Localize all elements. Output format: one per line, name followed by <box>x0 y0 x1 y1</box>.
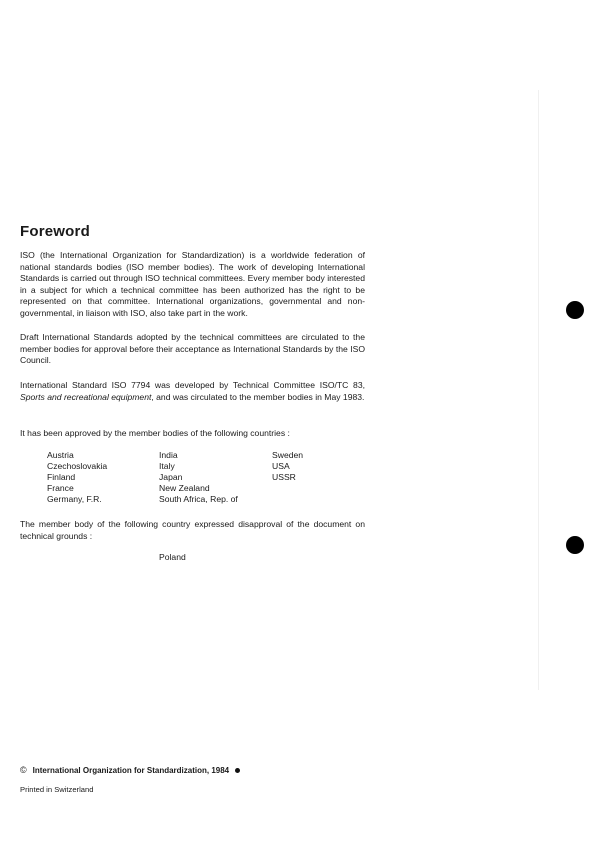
country-name: Sweden <box>272 450 304 460</box>
country-name: USA <box>272 461 290 471</box>
standard-origin-text: International Standard ISO 7794 was developed by Technical Committee ISO/TC 83, <box>20 380 365 390</box>
paragraph-standard-origin <box>20 380 365 403</box>
paragraph-iso-intro: ISO (the International Organization for Standardization) is a worldwide federation of national standards bodies (ISO member bodies). The work of developing International Standards is carried out through ISO technical committees. Every member body interested in a subject for which a technical committee has been authorized has the right to be represented on that committee. International organizations, governmental and non-governmental, in liaison with ISO, also take part in the work. <box>20 250 365 318</box>
paragraph-approval: It has been approved by the member bodies of the following countries : <box>20 428 290 438</box>
scan-artifact-line <box>538 90 539 690</box>
bullet-icon <box>235 768 240 773</box>
copyright-line <box>20 765 240 775</box>
country-name: Italy <box>159 461 175 471</box>
paragraph-draft-standards: Draft International Standards adopted by the technical committees are circulated to the member bodies for approval before their acceptance as International Standards by the ISO Council. <box>20 332 365 365</box>
printed-in: Printed in Switzerland <box>20 785 94 794</box>
disapproving-country: Poland <box>159 552 186 562</box>
country-name: India <box>159 450 178 460</box>
paragraph-disapproval: The member body of the following country expressed disapproval of the document on technical grounds : <box>20 519 365 541</box>
country-name: France <box>47 483 74 493</box>
standard-origin-tail: , and was circulated to the member bodies in May 1983. <box>151 391 365 402</box>
page-title: Foreword <box>20 223 90 240</box>
approving-countries-col1 <box>47 450 107 505</box>
approving-countries-col2 <box>159 450 238 505</box>
punch-hole-icon <box>566 536 584 554</box>
country-name: Austria <box>47 450 74 460</box>
committee-name: Sports and recreational equipment <box>20 391 152 402</box>
country-name: Finland <box>47 472 76 482</box>
approving-countries-col3 <box>272 450 303 483</box>
country-name: Japan <box>159 472 183 482</box>
punch-hole-icon <box>566 301 584 319</box>
copyright-symbol: © <box>20 765 27 775</box>
country-name: Germany, F.R. <box>47 494 102 504</box>
country-name: Czechoslovakia <box>47 461 108 471</box>
country-name: USSR <box>272 472 296 482</box>
country-name: South Africa, Rep. of <box>159 494 238 504</box>
country-name: New Zealand <box>159 483 210 493</box>
copyright-text: International Organization for Standardization, 1984 <box>32 766 230 775</box>
